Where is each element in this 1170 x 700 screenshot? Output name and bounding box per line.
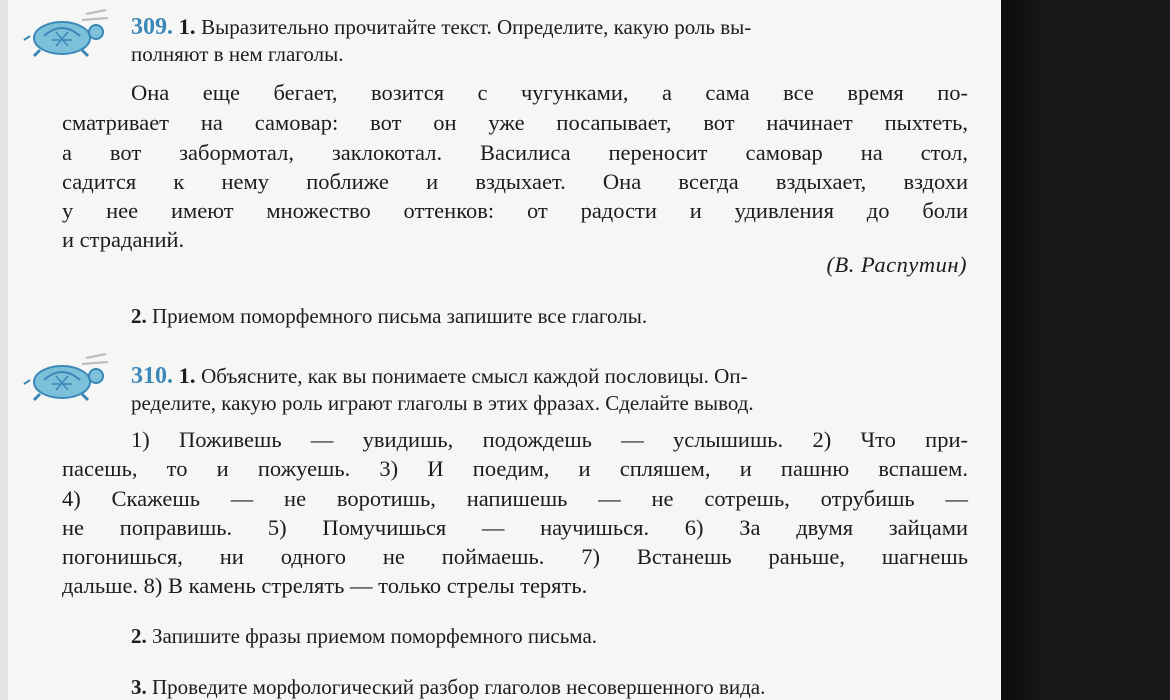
ex309-instr1-num: 1. bbox=[178, 14, 196, 39]
ex309-instr1-text2: полняют в нем глаголы. bbox=[131, 42, 344, 66]
ex310-number: 310. bbox=[131, 363, 173, 389]
ex310-text-line: погонишься, ни одного не поймаешь. 7) Встанешь раньше, шагнешь bbox=[62, 544, 968, 569]
ex310-instr1-text2: ределите, какую роль играют глаголы в этих фразах. Сделайте вывод. bbox=[131, 391, 754, 415]
ex310-instr2-text: Запишите фразы приемом поморфемного письма. bbox=[152, 624, 598, 648]
ex310-instr2-num: 2. bbox=[131, 624, 147, 648]
ex309-instruction-2 bbox=[131, 302, 1001, 331]
ex309-instr1-text1: Выразительно прочитайте текст. Определите, какую роль вы- bbox=[201, 15, 752, 39]
ex309-text-line: сматривает на самовар: вот он уже посапывает, вот начинает пыхтеть, bbox=[62, 110, 968, 135]
ex310-text-line: 1) Поживешь — увидишь, подождешь — услышишь. 2) Что при- bbox=[131, 427, 968, 452]
ex310-instr1-text1: Объясните, как вы понимаете смысл каждой пословицы. Оп- bbox=[201, 364, 748, 388]
ex310-instr1-num: 1. bbox=[178, 363, 196, 388]
ex310-instr3-text: Проведите морфологический разбор глаголов несовершенного вида. bbox=[152, 675, 766, 699]
ex309-instr2-text: Приемом поморфемного письма запишите все глаголы. bbox=[152, 304, 648, 328]
ex310-text-line: 4) Скажешь — не воротишь, напишешь — не сотрешь, отрубишь — bbox=[62, 486, 968, 511]
ex310-text-line: дальше. 8) В камень стрелять — только стрелы терять. bbox=[62, 573, 588, 598]
ex309-text-line: Она еще бегает, возится с чугунками, а сама все время по- bbox=[131, 80, 968, 105]
ex309-author: (В. Распутин) bbox=[826, 252, 967, 277]
ex310-instruction-2 bbox=[131, 622, 1001, 651]
ex309-number: 309. bbox=[131, 14, 173, 40]
ex310-instr3-num: 3. bbox=[131, 675, 147, 699]
ex309-instruction-1 bbox=[131, 12, 968, 42]
ex309-text-line: и страданий. bbox=[62, 227, 185, 252]
ex309-text-line: а вот забормотал, заклокотал. Василиса переносит самовар на стол, bbox=[62, 140, 968, 165]
ex310-instruction-3 bbox=[131, 673, 1001, 700]
ex309-text-line: у нее имеют множество оттенков: от радости и удивления до боли bbox=[62, 198, 968, 223]
page-edge-shadow bbox=[1001, 0, 1041, 700]
ex309-text-line: садится к нему поближе и вздыхает. Она всегда вздыхает, вздохи bbox=[62, 169, 968, 194]
page-margin bbox=[0, 0, 8, 700]
ex310-text-line: не поправишь. 5) Помучишься — научишься. 6) За двумя зайцами bbox=[62, 515, 968, 540]
turtle-icon bbox=[22, 6, 112, 62]
ex309-instr2-num: 2. bbox=[131, 304, 147, 328]
turtle-icon bbox=[22, 350, 112, 406]
ex310-text-line: пасешь, то и пожуешь. 3) И поедим, и спляшем, и пашню вспашем. bbox=[62, 456, 968, 481]
ex310-instruction-1 bbox=[131, 361, 968, 391]
